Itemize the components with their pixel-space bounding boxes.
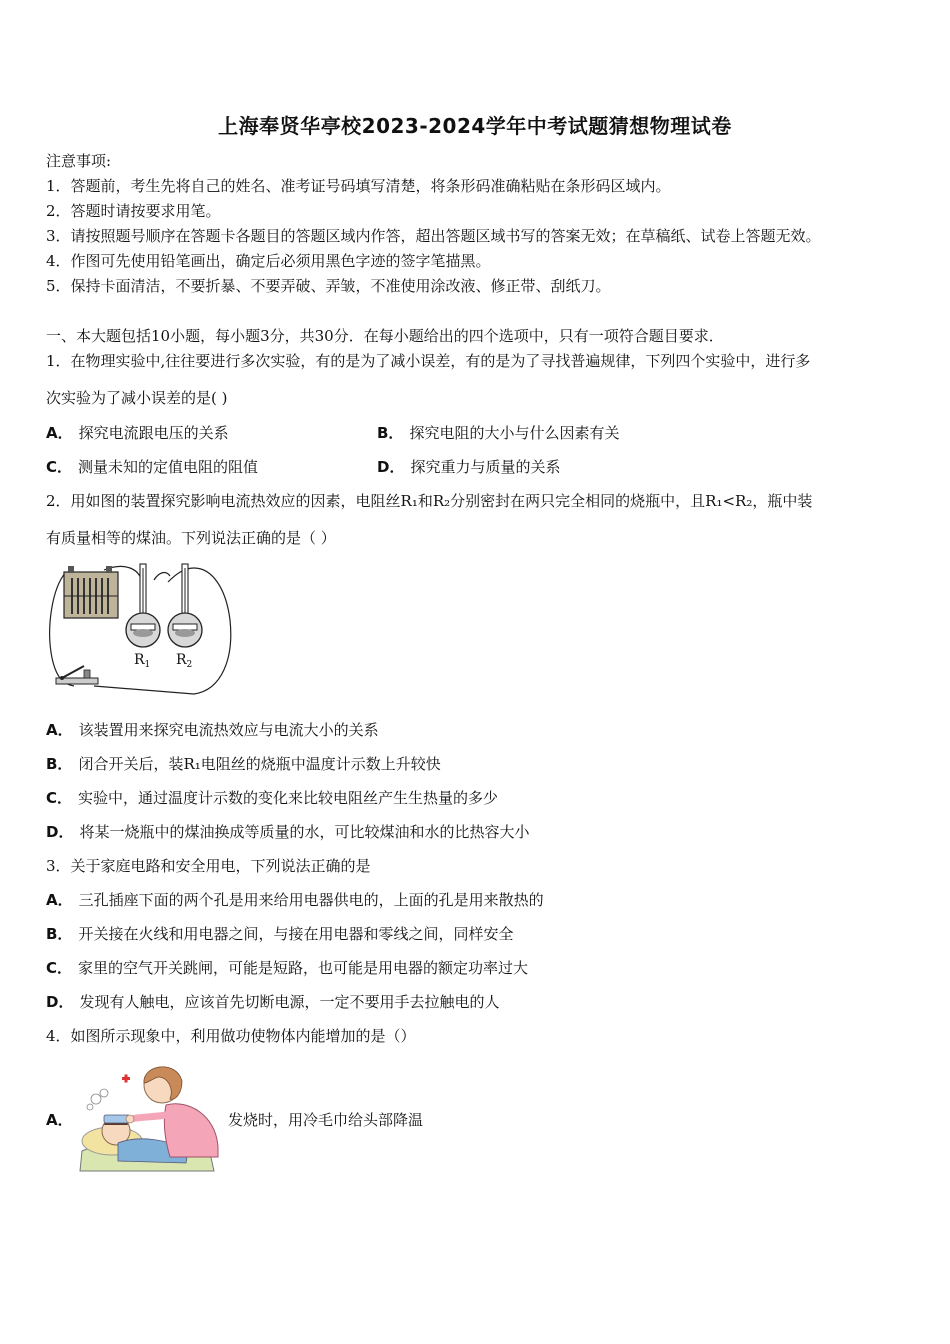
option-letter: C． (46, 789, 73, 807)
q1-option-a (46, 423, 229, 443)
option-text: 闭合开关后，装R₁电阻丝的烧瓶中温度计示数上升较快 (78, 755, 441, 773)
q2-circuit-figure (44, 558, 239, 698)
option-letter: B． (46, 925, 73, 943)
page-title: 上海奉贤华亭校2023-2024学年中考试题猜想物理试卷 (218, 114, 732, 138)
q2-option-d (46, 822, 529, 842)
q2-option-b (46, 754, 441, 774)
option-text: 测量未知的定值电阻的阻值 (78, 458, 259, 476)
option-letter: C． (46, 959, 73, 977)
q4-option-a-illustration (78, 1055, 224, 1173)
q1-stem-line2: 次实验为了减小误差的是( ) (46, 389, 228, 407)
notice-heading: 注意事项: (46, 152, 112, 170)
q3-option-c (46, 958, 528, 978)
option-letter: B． (377, 424, 404, 442)
q3-option-a (46, 890, 544, 910)
q2-stem-line2: 有质量相等的煤油。下列说法正确的是（ ） (46, 529, 336, 547)
q1-option-b (377, 423, 619, 443)
q2-stem-line1: 2．用如图的装置探究影响电流热效应的因素，电阻丝R₁和R₂分别密封在两只完全相同的烧瓶中，且R₁<R₂，瓶中装 (46, 492, 813, 510)
option-text: 探究电阻的大小与什么因素有关 (409, 424, 620, 442)
option-text: 开关接在火线和用电器之间，与接在用电器和零线之间，同样安全 (78, 925, 514, 943)
label-r1-main: R (134, 652, 145, 668)
option-letter: A． (46, 891, 73, 909)
q3-option-d (46, 992, 499, 1012)
section-heading: 一、本大题包括10小题，每小题3分，共30分．在每小题给出的四个选项中，只有一项符合题目要求． (46, 327, 724, 345)
notice-item: 2．答题时请按要求用笔。 (46, 202, 221, 220)
q4-stem: 4．如图所示现象中，利用做功使物体内能增加的是（） (46, 1027, 416, 1045)
label-r1 (134, 652, 150, 670)
option-text: 探究电流跟电压的关系 (78, 424, 229, 442)
option-letter: D． (46, 993, 74, 1011)
option-letter: A． (46, 721, 73, 739)
option-letter: A． (46, 424, 73, 442)
option-text: 将某一烧瓶中的煤油换成等质量的水，可比较煤油和水的比热容大小 (79, 823, 530, 841)
label-r2-main: R (176, 652, 187, 668)
q2-option-a (46, 720, 379, 740)
q1-stem-line1: 1．在物理实验中,往往要进行多次实验，有的是为了减小误差，有的是为了寻找普遍规律，下列四个实验中，进行多 (46, 352, 811, 370)
notice-item: 3．请按照题号顺序在答题卡各题目的答题区域内作答，超出答题区域书写的答案无效；在草稿纸、试卷上答题无效。 (46, 227, 821, 245)
notice-item: 1．答题前，考生先将自己的姓名、准考证号码填写清楚，将条形码准确粘贴在条形码区域内。 (46, 177, 671, 195)
q4-option-a-text: 发烧时，用冷毛巾给头部降温 (228, 1111, 424, 1129)
option-text: 实验中，通过温度计示数的变化来比较电阻丝产生生热量的多少 (78, 789, 499, 807)
option-letter: D． (377, 458, 405, 476)
option-letter: A． (46, 1111, 73, 1129)
battery-icon (64, 566, 118, 618)
label-r2-sub: 2 (186, 660, 193, 670)
option-text: 该装置用来探究电流热效应与电流大小的关系 (78, 721, 379, 739)
option-text: 三孔插座下面的两个孔是用来给用电器供电的，上面的孔是用来散热的 (78, 891, 544, 909)
q1-option-d (377, 457, 560, 477)
label-r2 (176, 652, 192, 670)
notice-item: 5．保持卡面清洁，不要折暴、不要弄破、弄皱，不准使用涂改液、修正带、刮纸刀。 (46, 277, 611, 295)
option-letter: B． (46, 755, 73, 773)
q3-option-b (46, 924, 513, 944)
q2-option-c (46, 788, 498, 808)
option-text: 探究重力与质量的关系 (410, 458, 561, 476)
notice-item: 4．作图可先使用铅笔画出，确定后必须用黑色字迹的签字笔描黑。 (46, 252, 491, 270)
option-text: 家里的空气开关跳闸，可能是短路，也可能是用电器的额定功率过大 (78, 959, 529, 977)
label-r1-sub: 1 (144, 660, 151, 670)
option-letter: D． (46, 823, 74, 841)
q4-option-a-letter (46, 1110, 79, 1130)
switch-icon (56, 666, 98, 684)
option-text: 发现有人触电，应该首先切断电源，一定不要用手去拉触电的人 (79, 993, 500, 1011)
option-letter: C． (46, 458, 73, 476)
flask-r2-icon (168, 564, 202, 647)
q1-option-c (46, 457, 258, 477)
flask-r1-icon (126, 564, 160, 647)
q3-stem: 3．关于家庭电路和安全用电，下列说法正确的是 (46, 857, 371, 875)
